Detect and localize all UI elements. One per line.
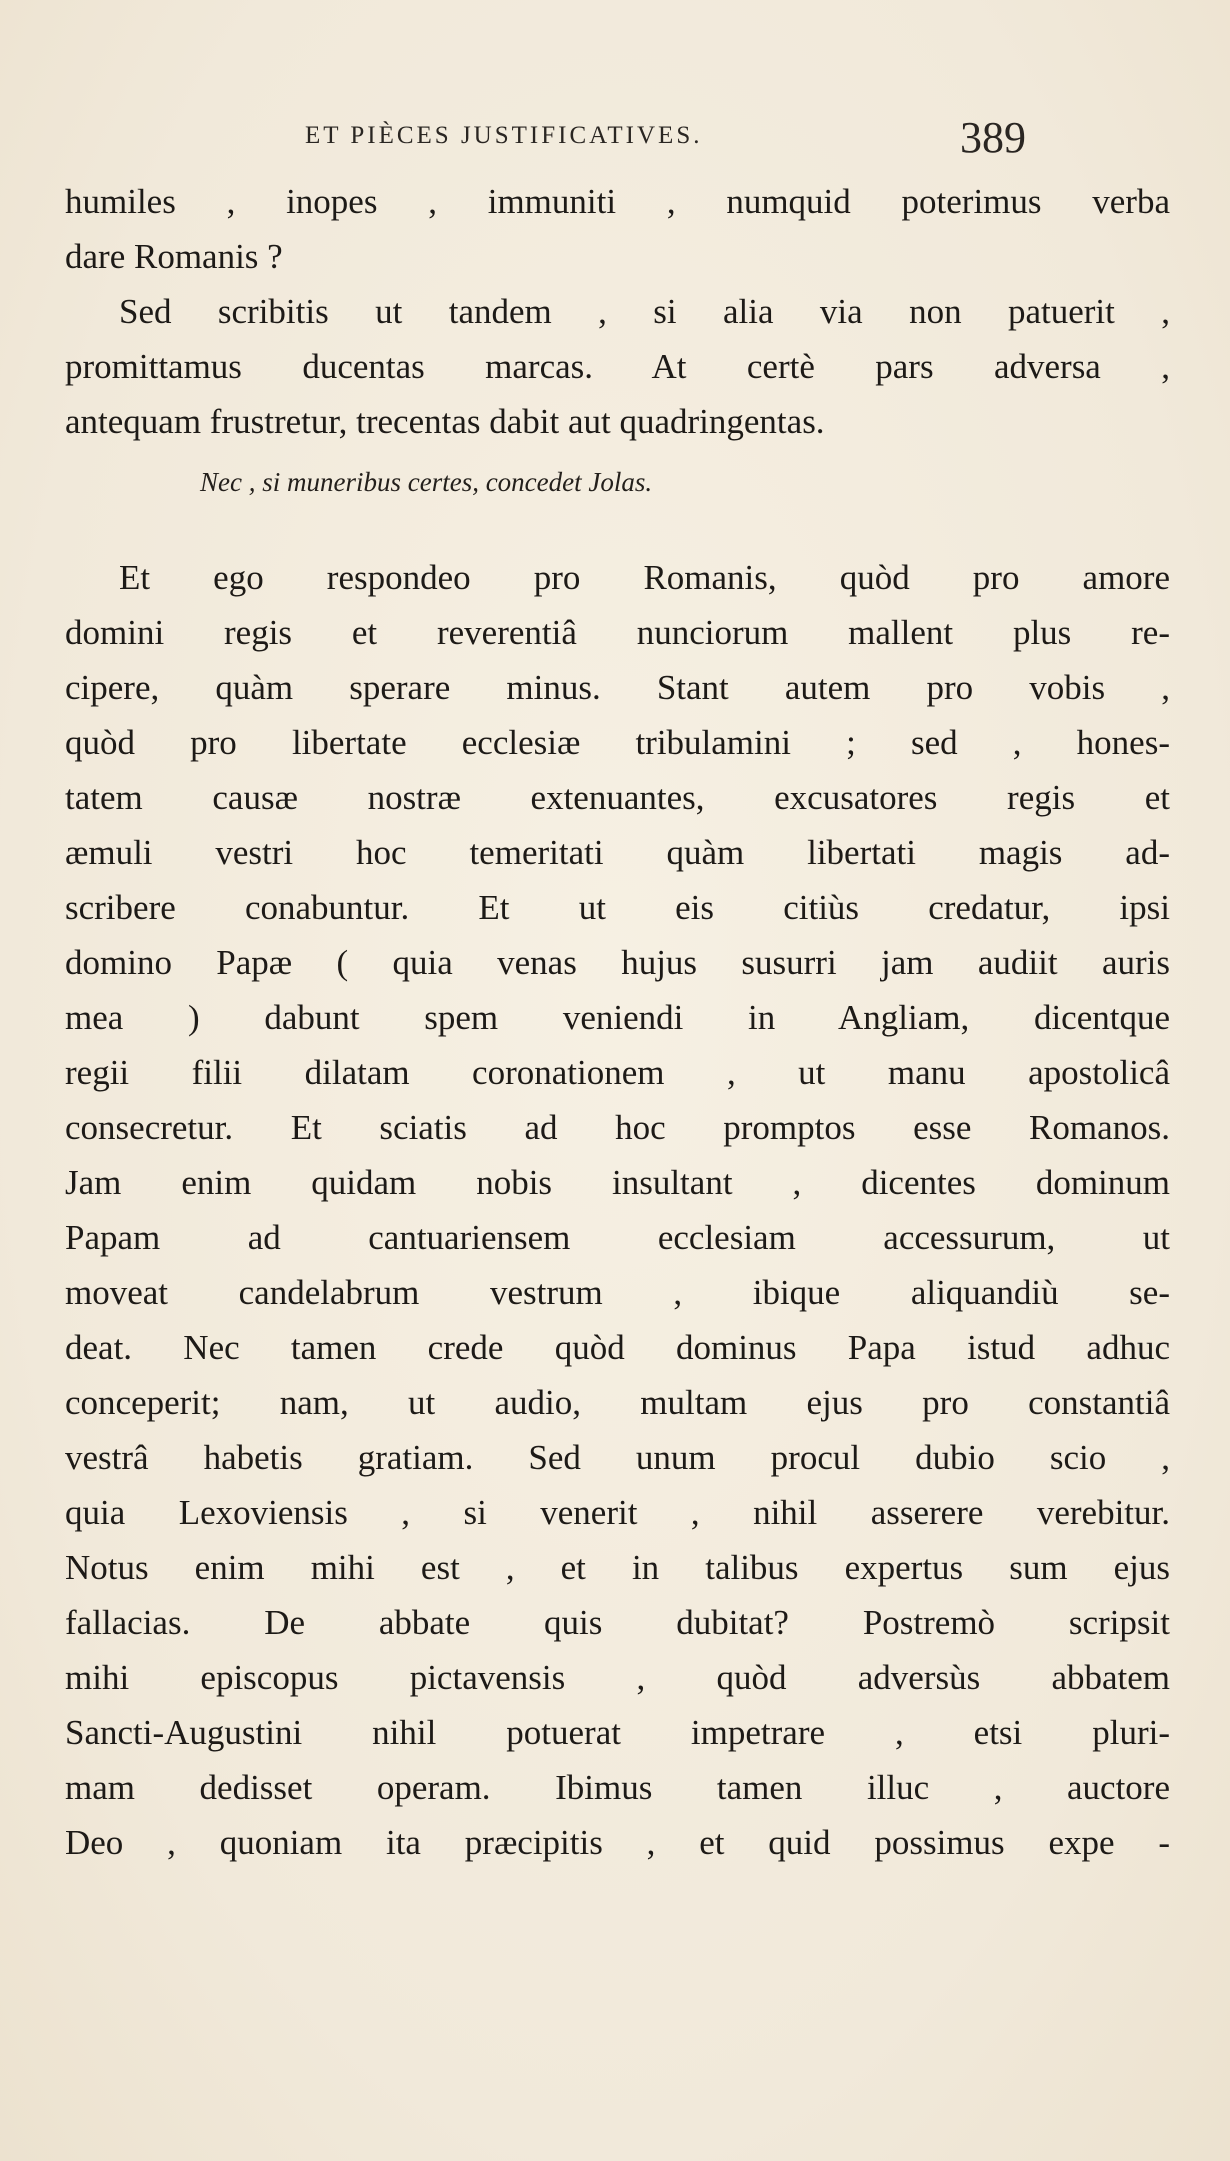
text-line: domino Papæ ( quia venas hujus susurri jam audiit auris [65,943,1170,982]
verse-quotation: Nec , si muneribus certes, concedet Jolas. [200,467,653,497]
text-line: promittamus ducentas marcas. At certè pars adversa , [65,347,1170,386]
text-line: tatem causæ nostræ extenuantes, excusatores regis et [65,778,1170,817]
text-line: humiles , inopes , immuniti , numquid poterimus verba [65,182,1170,221]
text-line: Et ego respondeo pro Romanis, quòd pro amore [119,558,1170,597]
paragraph-2 [65,284,1170,449]
text-line: antequam frustretur, trecentas dabit aut quadringentas. [65,402,825,441]
text-line: fallacias. De abbate quis dubitat? Postremò scripsit [65,1603,1170,1642]
page-header [0,112,1230,172]
text-line: mea ) dabunt spem veniendi in Angliam, dicentque [65,998,1170,1037]
running-head: ET PIÈCES JUSTIFICATIVES. [305,122,703,149]
text-line: quòd pro libertate ecclesiæ tribulamini ; sed , hones- [65,723,1170,762]
text-line: Papam ad cantuariensem ecclesiam accessurum, ut [65,1218,1170,1257]
text-line: mam dedisset operam. Ibimus tamen illuc , auctore [65,1768,1170,1807]
text-line: consecretur. Et sciatis ad hoc promptos esse Romanos. [65,1108,1170,1147]
text-line: quia Lexoviensis , si venerit , nihil asserere verebitur. [65,1493,1170,1532]
text-line: Deo , quoniam ita præcipitis , et quid possimus expe - [65,1823,1170,1862]
text-line: Sancti-Augustini nihil potuerat impetrare , etsi pluri- [65,1713,1170,1752]
text-line: domini regis et reverentiâ nunciorum mallent plus re- [65,613,1170,652]
text-line: deat. Nec tamen crede quòd dominus Papa istud adhuc [65,1328,1170,1367]
text-line: conceperit; nam, ut audio, multam ejus pro constantiâ [65,1383,1170,1422]
page-number: 389 [960,113,1026,162]
text-line: Sed scribitis ut tandem , si alia via non patuerit , [119,292,1170,331]
text-line: mihi episcopus pictavensis , quòd adversùs abbatem [65,1658,1170,1697]
text-line: vestrâ habetis gratiam. Sed unum procul dubio scio , [65,1438,1170,1477]
paragraph-3 [65,550,1170,1870]
text-line: cipere, quàm sperare minus. Stant autem pro vobis , [65,668,1170,707]
text-line: æmuli vestri hoc temeritati quàm libertati magis ad- [65,833,1170,872]
paragraph-1 [65,174,1170,284]
text-line: dare Romanis ? [65,237,283,276]
text-line: Jam enim quidam nobis insultant , dicentes dominum [65,1163,1170,1202]
text-line: regii filii dilatam coronationem , ut manu apostolicâ [65,1053,1170,1092]
text-line: moveat candelabrum vestrum , ibique aliquandiù se- [65,1273,1170,1312]
text-line: scribere conabuntur. Et ut eis citiùs credatur, ipsi [65,888,1170,927]
text-line: Notus enim mihi est , et in talibus expertus sum ejus [65,1548,1170,1587]
